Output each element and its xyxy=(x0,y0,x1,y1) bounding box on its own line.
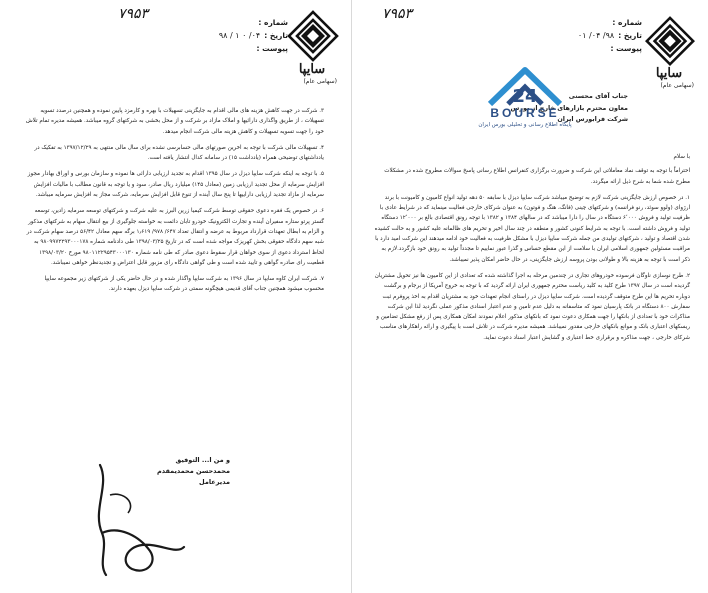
date-value: ۹۸/ ۰۴/ ۰۱ xyxy=(577,31,615,40)
header-meta xyxy=(372,16,642,55)
brand-name: سایپا xyxy=(655,66,683,81)
attachment-row xyxy=(372,42,642,55)
closing-line: و من ا... التوفیق xyxy=(175,456,230,464)
number-row xyxy=(18,16,288,29)
bourse24-mark-icon xyxy=(450,64,600,110)
paragraph: ۶. در خصوص یک فقره دعوی حقوقی توسط شرکت کیمیا زرین البرز به علیه شرکت و شرکتهای توسعه سرمایه زادین، توسعه گستر پرتو ستاره سفیران آینده و تجارت الکترونیک خودرو تابان دائمت به خواسته جلوگیری از بیع انتقال سهام به شرکتهای مذکور و الزام به ابطال تعهدات قرارداد مربوط به عرضه و انتقال تعداد ۶۴۷/ ۹۷۸/ ۱٫۶۱۹ برگه سهم معادل ۵۶/۴۲ درصد سهام شرکت در شبه سهم دادگاه حقوقی بخش کهریزک مواجه شده است که در تاریخ ۱۳۹۸/۰۳/۲۵ طی دادنامه شماره ۹۸۰۹۹۷۲۲۹۳۰۰۰۱۷۸ به لحاظ استرداد دعوی از سوی خواهان قرار سقوط دعوی صادر که طی نامه شماره ۹۸۰۱۱۲۲۹۵۴۳۰۰۰۱۳۰ مورخ ۱۳۹۸/۰۳/۲۰ قطعیت رای صادره گواهی و تایید شده است و طی گواهی دادگاه رای مزبور قابل اعتراض و تجدیدنظر خواهی نمیباشد. xyxy=(26,208,324,266)
paragraph: ۱. در خصوص ارزش جایگزینی شرکت لازم به توضیح میباشد شرکت سایپا دیزل با سابقه ۵۰ دهه تولید انواع کامیون و کامیونت با برند ارژوای (ولوو سوئد، رنو فرانسه) و شرکتهای چینی (فانگ، هنگ و فوتون) به عنوان شرکای خارجی فعالیت مینماید که در شرایط عادی با ظرفیت تولید و فروش ۶٬۰۰۰ دستگاه در سال را دارا میباشد که در سالهای ۱۳۸۴ و ۱۳۸۲ با توجه رونق اقتصادی بالغ بر ۱۲٬۰۰۰ دستگاه تولید و فروش داشته است. با توجه به شرایط کنونی کشور و منطقه در چند سال اخیر و تحریم های ظالمانه علیه کشور و به حالت کشیده شدن اقتصاد و تولید ، شرکتهای تولیدی من جمله شرکت سایپا دیزل با مشکل ظرفیت به فعالیت خود ادامه میدهند این شرکت امید دارد با مراقبت مسئولین جمهوری اسلامی ایران با سلامت از این مقطع حساس و گذرا عبور نماییم تا مجدداً تولید به رونق خود بازگردد.لازم به ذکر است با توجه به هزینه بالا و طولانی بودن پروسه ارزش جایگزینی، در حال حاضر امکان پذیر نمیباشد. xyxy=(374,194,690,263)
brand-subtitle: (سهامی عام) xyxy=(660,82,694,89)
letter-page-2 xyxy=(0,0,352,593)
letter-page-1 xyxy=(354,0,708,593)
number-row xyxy=(372,16,642,29)
signer-title: مدیرعامل xyxy=(199,478,230,486)
brand-name: سایپا xyxy=(298,62,326,77)
date-row xyxy=(372,29,642,42)
header-meta xyxy=(18,16,288,55)
brand-subtitle: (سهامی عام) xyxy=(303,78,337,85)
svg-text:24: 24 xyxy=(512,86,538,107)
bourse24-logo xyxy=(450,64,600,144)
handwritten-signature xyxy=(80,455,200,585)
paragraph: ۲. طرح نوسازی ناوگان فرسوده خودروهای تجاری در چندمین مرحله به اجرا گذاشته شده که تعدادی از این کامیون ها نیز تحویل مشتریان گردیده است در سال ۱۳۹۷ طرح کلید به کلید ریاست محترم جمهوری ایران ارائه گردید که با توجه به خروج آمریکا از برجام و برگشت دوباره تحریم ها این طرح متوقف گردیده است. شرکت سایپا دیزل در راستای انجام تعهدات خود به مشتریان اقدام به اخذ پروفرم ثبت سفارش ۸۰۰ دستگاه در بانک پارسیان نمود که متاسفانه به دلیل عدم تامین و عدم اعتبار اسنادی مذکور عملی نگردید لذا این شرکت مذاکرات خود با تعدادی از بانکها را جهت همکاری دعوت نمود که بانکهای مذکور اعلام نمودند امکان همکاری پس از رفع مشکل تضامین و ریسکهای اعتباری بانک و موانع بانکهای خارجی مقدور نمیباشد. همیشه مدیره شرکت در تلاش است با پیگیری و ارائه راهکارهای مناسب شرکای خارجی ، جهت مذاکره و برقراری خط اعتباری و گشایش اعتبار اسناد دعوت نماید. xyxy=(374,272,690,341)
bourse-subtitle: پایگاه اطلاع رسانی و تحلیلی بورس ایران xyxy=(478,122,572,128)
attachment-row xyxy=(18,42,288,55)
paragraph: ۵. با توجه به اینکه شرکت سایپا دیزل در سال ۱۳۹۵ اقدام به تجدید ارزیابی دارائی ها نموده و سازمان بورس و اوراق بهادار مجوز افزایش سرمایه از محل تجدید ارزیابی زمین (معادل ۱۴۵) میلیارد ریال صادر، سود و یا توجه به قانون مطالب با مالیات افزایش سرمایه از مازاد تجدید ارزیابی داراییها تا پنج سال آینده از تنوع قابل افزایش سرمایه، شرکت مجاز به افزایش سرمایه میباشد. xyxy=(27,171,324,199)
recipient-title: معاون محترم بازارهای خارج از بورس xyxy=(510,103,628,112)
attachment-label: پیوست : xyxy=(610,44,642,53)
intro-paragraph: احتراماً با توجه به توقف نماد معاملاتی این شرکت و ضرورت برگزاری کنفرانس اطلاع رسانی پاسخ سوالات مطروح شده در مشکلات مطرح شده شما به شرح ذیل ارائه میگردد. xyxy=(384,168,690,185)
date-value: ۰۴/ ۰ ۱ / ۹۸ xyxy=(218,31,261,40)
saipa-emblem-icon xyxy=(638,14,702,72)
recipient-company: شرکت فرابورس ایران xyxy=(557,115,628,123)
letter-number-handwritten: ۷۹۵۳ xyxy=(382,6,413,22)
recipient-name: جناب آقای محسنی xyxy=(568,92,628,100)
saipa-emblem-icon xyxy=(281,8,345,68)
letter-body xyxy=(372,152,690,349)
attachment-label: پیوست : xyxy=(256,44,288,53)
date-label: تاریخ : xyxy=(618,31,642,40)
number-label: شماره : xyxy=(612,18,642,27)
paragraph: ۳. شرکت در جهت کاهش هزینه های مالی اقدام به جایگزینی تسهیلات با بهره و کارمزد پایین نموده و همچنین درصدد تسویه تسهیلات ، از طریق واگذاری دارائیها و املاک مازاد بر شرکت و از محل بخشی به شرکتهای گروه میباشد. همیشه مدیره تمام تلاش خود را جهت تسویه تسهیلات و کاهش هزینه مالی شرکت انجام میدهد. xyxy=(25,108,324,135)
date-row xyxy=(18,29,288,42)
letter-number-handwritten: ۷۹۵۳ xyxy=(118,6,149,22)
salutation: با سلام xyxy=(673,154,690,160)
number-label: شماره : xyxy=(258,18,288,27)
letter-body xyxy=(24,106,324,301)
paragraph: ۷. شرکت ایران کاوه سایپا در سال ۱۳۹۶ به شرکت سایپا واگذار شده و در حال حاضر یکی از شرکتهای زیر مجموعه سایپا محسوب میشود همچنین جناب آقای قدیمی هیچگونه سمتی در شرکت سایپا دیزل بعهده دارند. xyxy=(44,276,324,293)
date-label: تاریخ : xyxy=(264,31,288,40)
signer-name: محمدحسن محمدیمقدم xyxy=(156,467,230,475)
paragraph: ۴. تسهیلات مالی شرکت با توجه به اخرین صورتهای مالی حسابرسی نشده برای سال مالی منتهی به ۱۳۹۷/۱۲/۲۹ به تفکیک در یادداشتهای توضیحی همراه (یادداشت ۱۵) در سامانه کدال انتشار یافته است. xyxy=(34,144,324,162)
bourse-wordmark: BOURSE xyxy=(490,106,560,120)
